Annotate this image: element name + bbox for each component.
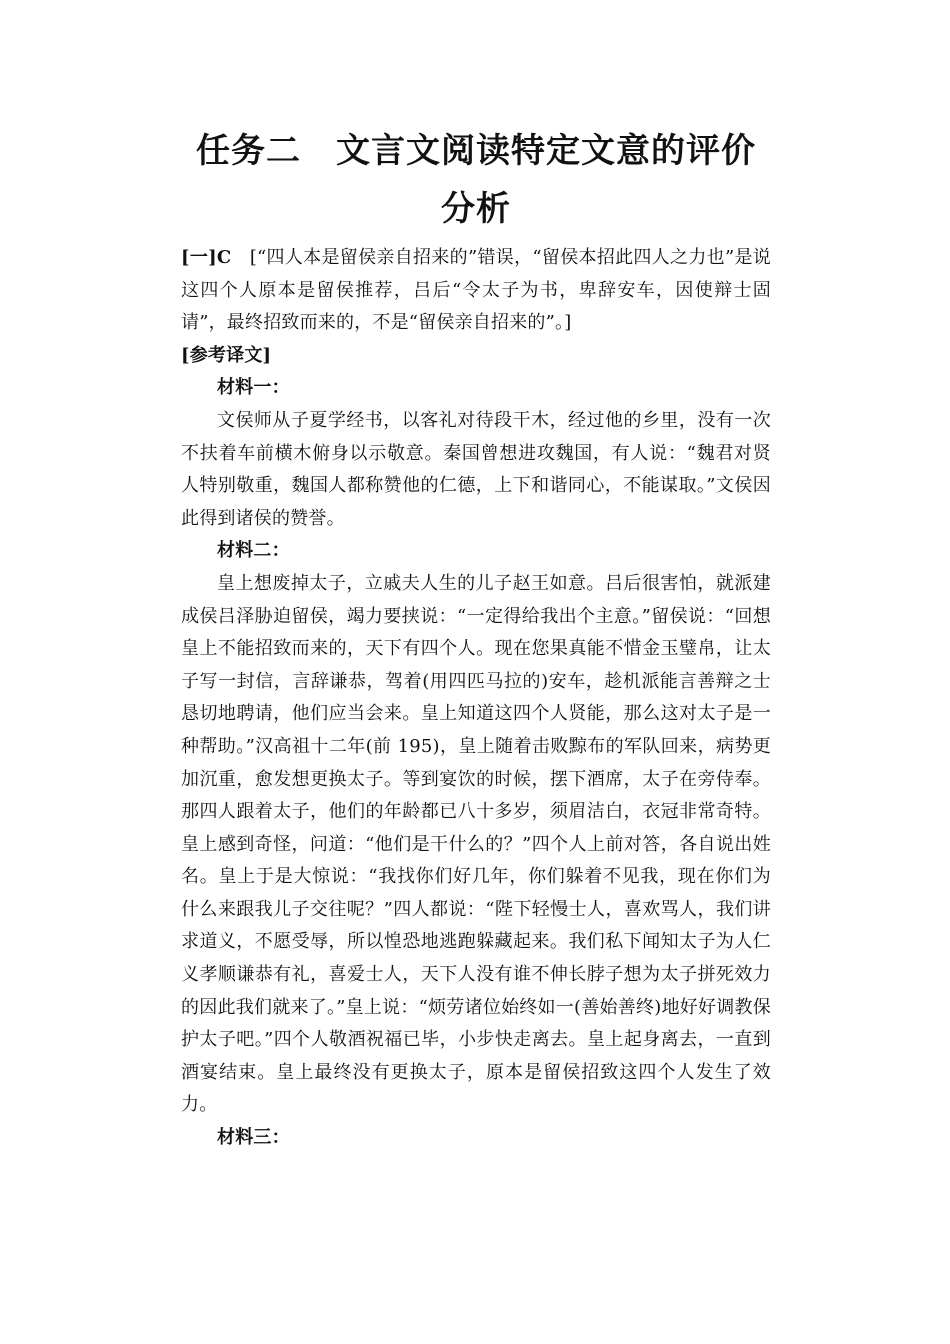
material-2-paragraph: 皇上想废掉太子，立戚夫人生的儿子赵王如意。吕后很害怕，就派建成侯吕泽胁迫留侯，竭力要挟说：“一定得给我出个主意。”留侯说：“回想皇上不能招致而来的，天下有四个人。现在您果真能不惜金玉璧帛，让太子写一封信，言辞谦恭，驾着(用四匹马拉的)安车，趁机派能言善辩之士恳切地聘请，他们应当会来。皇上知道这四个人贤能，那么这对太子是一种帮助。”汉高祖十二年(前 195)，皇上随着击败黥布的军队回来，病势更加沉重，愈发想更换太子。等到宴饮的时候，摆下酒席，太子在旁侍奉。那四人跟着太子，他们的年龄都已八十多岁，须眉洁白，衣冠非常奇特。皇上感到奇怪，问道：“他们是干什么的？”四个人上前对答，各自说出姓名。皇上于是大惊说：“我找你们好几年，你们躲着不见我，现在你们为什么来跟我儿子交往呢？”四人都说：“陛下轻慢士人，喜欢骂人，我们讲求道义，不愿受辱，所以惶恐地逃跑躲藏起来。我们私下闻知太子为人仁义孝顺谦恭有礼，喜爱士人，天下人没有谁不伸长脖子想为太子拼死效力的因此我们就来了。”皇上说：“烦劳诸位始终如一(善始善终)地好好调教保护太子吧。”四个人敬酒祝福已毕，小步快走离去。皇上起身离去，一直到酒宴结束。皇上最终没有更换太子，原本是留侯招致这四个人发生了效力。 [181,572,771,1116]
material-1-paragraph: 文侯师从子夏学经书，以客礼对待段干木，经过他的乡里，没有一次不扶着车前横木俯身以示敬意。秦国曾想进攻魏国，有人说：“魏君对贤人特别敬重，魏国人都称赞他的仁德，上下和谐同心，不能谋取。”文侯因此得到诸侯的赞誉。 [181,409,771,529]
material-2-heading: 材料二： [217,540,290,562]
material-3-heading: 材料三： [217,1127,290,1149]
answer-paragraph [181,242,771,340]
translation-heading: [参考译文] [181,344,272,366]
answer-label: [一]C [181,247,232,268]
material-1-heading: 材料一： [217,377,290,399]
title-line-1: 任务二 文言文阅读特定文意的评价 [196,131,756,171]
document-page [181,122,771,1155]
answer-text: [“四人本是留侯亲自招来的”错误，“留侯本招此四人之力也”是说这四个人原本是留侯推荐，吕后“令太子为书，卑辞安车，因使辩士固请”，最终招致而来的，不是“留侯亲自招来的”。] [181,247,771,334]
page-title [181,122,771,238]
title-line-2: 分析 [441,189,511,229]
